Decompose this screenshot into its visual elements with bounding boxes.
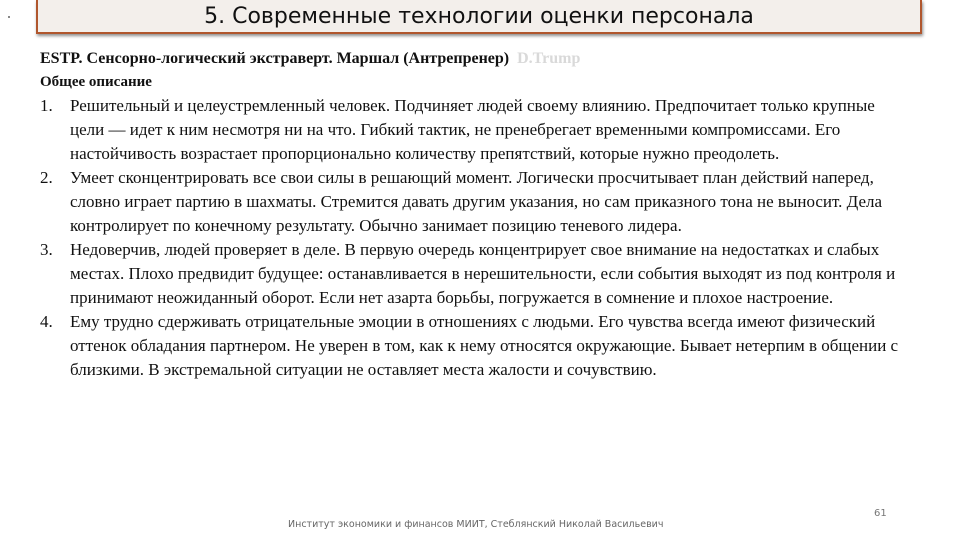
- list-item-text: Умеет сконцентрировать все свои силы в решающий момент. Логически просчитывает план действий наперед, словно играет партию в шахматы. Стремится давать другим указания, но сам приказного тона не выносит. Дела контролирует по конечному результату. Обычно занимает позицию теневого лидера.: [70, 168, 883, 235]
- list-item-number: 3.: [40, 240, 53, 259]
- personality-type-heading: [40, 50, 580, 68]
- personality-type-title: ESTP. Сенсорно-логический экстраверт. Маршал (Антрепренер): [40, 50, 510, 67]
- slide-title-bar: [36, 0, 922, 34]
- list-item: [40, 166, 905, 238]
- slide-footer: Институт экономики и финансов МИИТ, Стеблянский Николай Васильевич: [288, 519, 664, 530]
- list-item: [40, 238, 905, 310]
- page-number: 61: [874, 508, 887, 519]
- corner-dot: [8, 16, 10, 18]
- list-item-text: Решительный и целеустремленный человек. Подчиняет людей своему влиянию. Предпочитает только крупные цели — идет к ним несмотря ни на что. Гибкий тактик, не пренебрегает временными компромиссами. Его настойчивость возрастает пропорционально количеству препятствий, которые нужно преодолеть.: [70, 96, 875, 163]
- personality-type-example: D.Trump: [517, 50, 581, 67]
- list-item: [40, 310, 905, 382]
- list-item-text: Ему трудно сдерживать отрицательные эмоции в отношениях с людьми. Его чувства всегда имеют физический оттенок обладания партнером. Не уверен в том, как к нему относятся окружающие. Бывает нетерпим в общении с близкими. В экстремальной ситуации не оставляет места жалости и сочувствию.: [70, 312, 899, 379]
- list-item-text: Недоверчив, людей проверяет в деле. В первую очередь концентрирует свое внимание на недостатках и слабых местах. Плохо предвидит будущее: останавливается в нерешительности, если события выходят из под контроля и принимают неожиданный оборот. Если нет азарта борьбы, погружается в сомнение и плохое настроение.: [70, 240, 896, 307]
- slide-title: 5. Современные технологии оценки персонала: [204, 4, 754, 29]
- description-list: [40, 94, 905, 382]
- section-label: Общее описание: [40, 74, 152, 90]
- list-item: [40, 94, 905, 166]
- list-item-number: 1.: [40, 96, 53, 115]
- list-item-number: 2.: [40, 168, 53, 187]
- list-item-number: 4.: [40, 312, 53, 331]
